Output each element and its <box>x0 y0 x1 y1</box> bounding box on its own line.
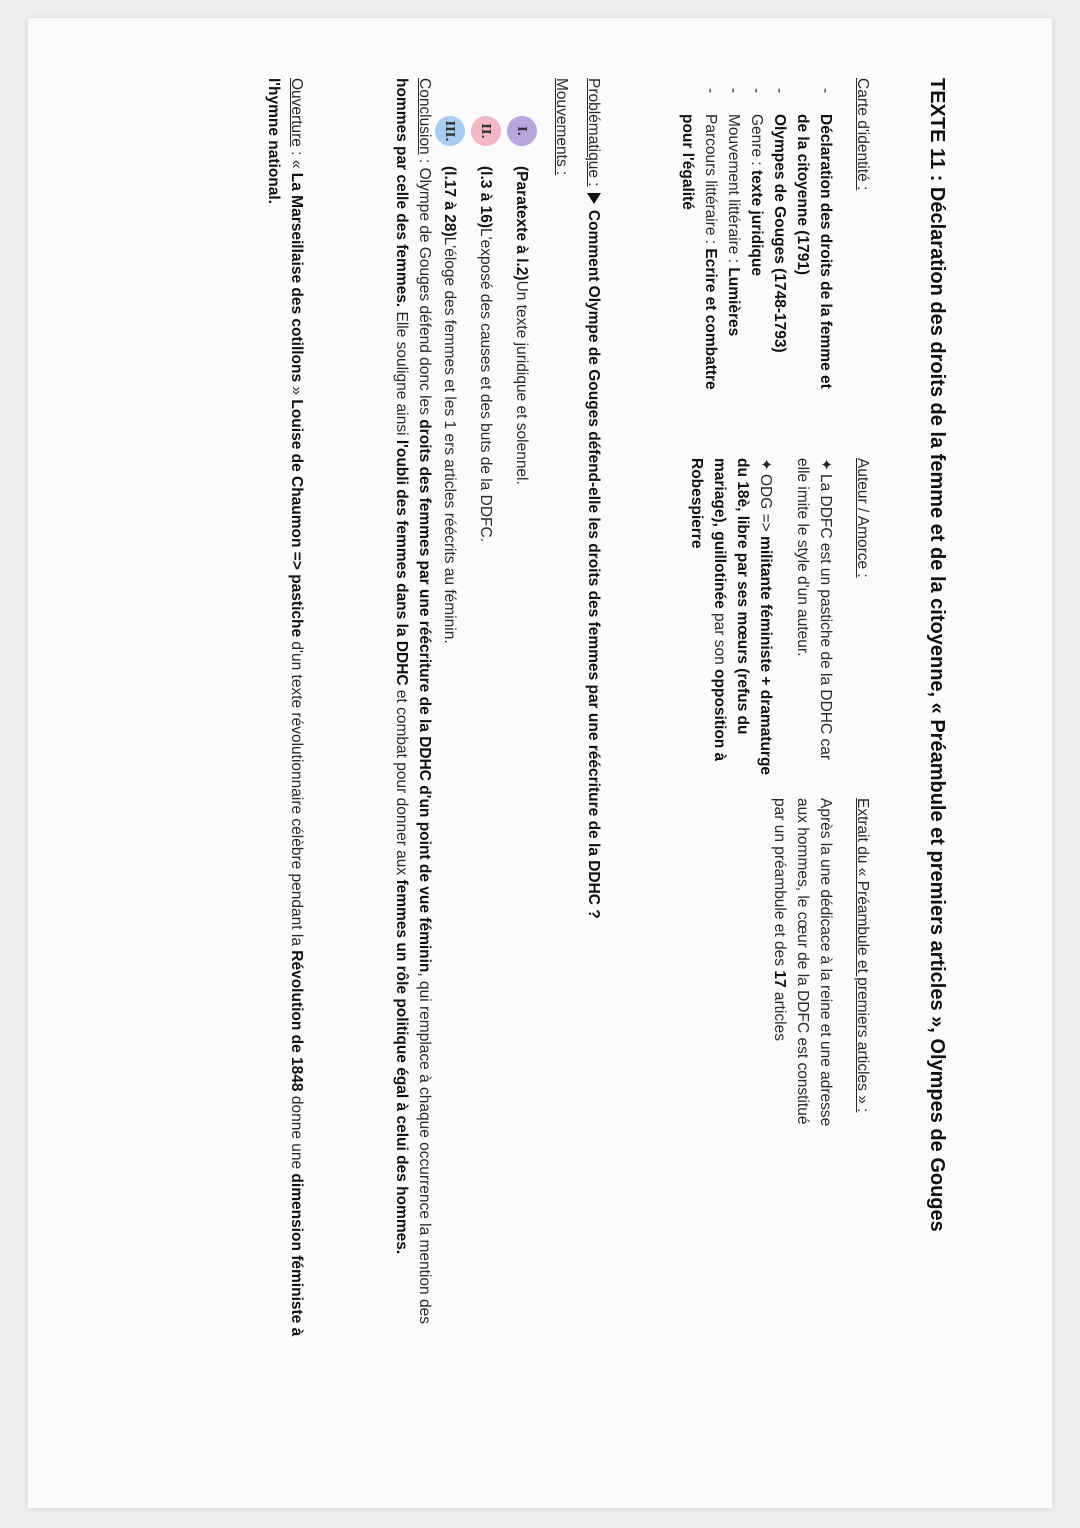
list-item <box>676 78 722 408</box>
numeral-badge: II. <box>471 116 501 146</box>
carte-identite-heading: Carte d'identité : <box>854 78 871 191</box>
extrait-text-c: articles <box>771 987 788 1041</box>
mouvements-heading: Mouvements : <box>553 78 570 176</box>
ouverture-t8: dimension féministe à l'hymne national. <box>265 78 305 1337</box>
conclusion-t6: l'oubli des femmes dans la DDHC <box>393 439 410 686</box>
item-label: Genre : <box>748 114 765 170</box>
item-label: Parcours littéraire : <box>702 114 719 249</box>
carte-identite-section <box>676 78 874 408</box>
ouverture-t6: Révolution de 1848 <box>288 950 305 1092</box>
conclusion-t7: et combat pour donner aux <box>393 685 410 880</box>
auteur-heading: Auteur / Amorce : <box>854 458 871 578</box>
conclusion-t5: Elle souligne ainsi <box>393 307 410 440</box>
ouverture-t5: d'un texte révolutionnaire célèbre pendant la <box>288 637 305 951</box>
ouverture-t3: » <box>288 382 305 400</box>
problematique-label: Problématique : <box>585 78 602 187</box>
numeral-badge: I. <box>507 116 537 146</box>
auteur-p2-d: par son <box>711 608 728 670</box>
extrait-paragraph <box>768 798 837 1128</box>
item-text: Déclaration des droits de la femme et de la citoyenne (1791) <box>794 114 834 389</box>
conclusion-label: Conclusion <box>416 78 433 155</box>
arrow-icon <box>587 193 601 204</box>
page-title: TEXTE 11 : Déclaration des droits de la femme et de la citoyenne, « Préambule et premiers articles », Olympes de Gouges <box>926 78 948 1232</box>
conclusion-t1: : Olympe de Gouges défend donc les <box>416 154 433 420</box>
numeral-badge: III. <box>435 116 465 146</box>
rotated-sheet <box>158 78 948 1478</box>
ouverture-t1: : « <box>288 146 305 173</box>
mouvement-ref: (l.3 à 16) <box>477 166 495 229</box>
mouvement-ref: (l.17 à 28) <box>441 166 459 237</box>
item-value: texte juridique <box>748 170 765 276</box>
list-item <box>722 78 745 408</box>
mouvement-desc: Un texte juridique et solennel. <box>513 280 531 485</box>
problematique <box>582 78 605 1478</box>
ouverture-label: Ouverture <box>288 78 305 147</box>
auteur-p2-e: opposition à Robespierre <box>688 458 728 762</box>
list-item <box>791 78 837 408</box>
extrait-text-b: 17 <box>771 970 788 988</box>
mouvement-item <box>507 116 537 485</box>
auteur-p2-b: militante féministe + dramaturge du 18è, libre par ses mœurs (refus du mariage), <box>711 458 774 776</box>
conclusion-t3: , qui remplace à chaque occurrence la mention des <box>416 972 433 1324</box>
mouvement-ref: (Paratexte à l.2) <box>513 166 531 281</box>
problematique-question: Comment Olympe de Gouges défend-elle les droits des femmes par une réécriture de la DDHC ? <box>585 209 602 919</box>
scanned-page <box>28 18 1052 1508</box>
mouvement-desc: L'éloge des femmes et les 1 ers articles réécrits au féminin. <box>441 236 459 644</box>
ouverture <box>262 78 308 1378</box>
list-item <box>768 78 791 408</box>
auteur-paragraph-2 <box>685 458 777 788</box>
mouvements-section <box>550 78 573 175</box>
ouverture-t4: Louise de Chaumon => pastiche <box>288 399 305 638</box>
mouvement-item <box>435 116 465 644</box>
extrait-text-a: Après la une dédicace à la reine et une adresse aux hommes, le cœur de la DDFC est constitué par un préambule et des <box>771 798 834 1127</box>
auteur-paragraph-1 <box>791 458 837 788</box>
carte-identite-list <box>676 78 837 408</box>
auteur-p2-a: ODG => <box>757 474 774 537</box>
auteur-p1-text: La DDFC est un pastiche de la DDHC car elle imite le style d'un auteur. <box>794 458 834 761</box>
conclusion-t4: hommes par celle des femmes. <box>393 78 410 308</box>
star-icon: ✦ <box>757 458 774 471</box>
auteur-p2-c: guillotinée <box>711 531 728 609</box>
conclusion-t8: femmes un rôle politique égal à celui des hommes. <box>393 879 410 1255</box>
item-label: Mouvement littéraire : <box>725 114 742 268</box>
ouverture-t2: La Marseillaise des cotillons <box>288 172 305 383</box>
extrait-section <box>768 798 874 1128</box>
item-value: Lumières <box>725 267 742 337</box>
ouverture-t7: donne une <box>288 1091 305 1174</box>
list-item <box>745 78 768 408</box>
conclusion-t2: droits des femmes par une réécriture de la DDHC d'un point de vue féminin <box>416 419 433 973</box>
item-value: Ecrire et combattre pour l'égalité <box>679 114 719 390</box>
mouvement-desc: L'exposé des causes et des buts de la DDFC. <box>477 228 495 543</box>
mouvement-item <box>471 116 501 542</box>
item-text: Olympes de Gouges (1748-1793) <box>771 114 788 353</box>
extrait-heading: Extrait du « Préambule et premiers articles » : <box>854 798 871 1113</box>
star-icon: ✦ <box>817 458 834 471</box>
auteur-section <box>685 458 874 788</box>
conclusion <box>390 78 436 1378</box>
